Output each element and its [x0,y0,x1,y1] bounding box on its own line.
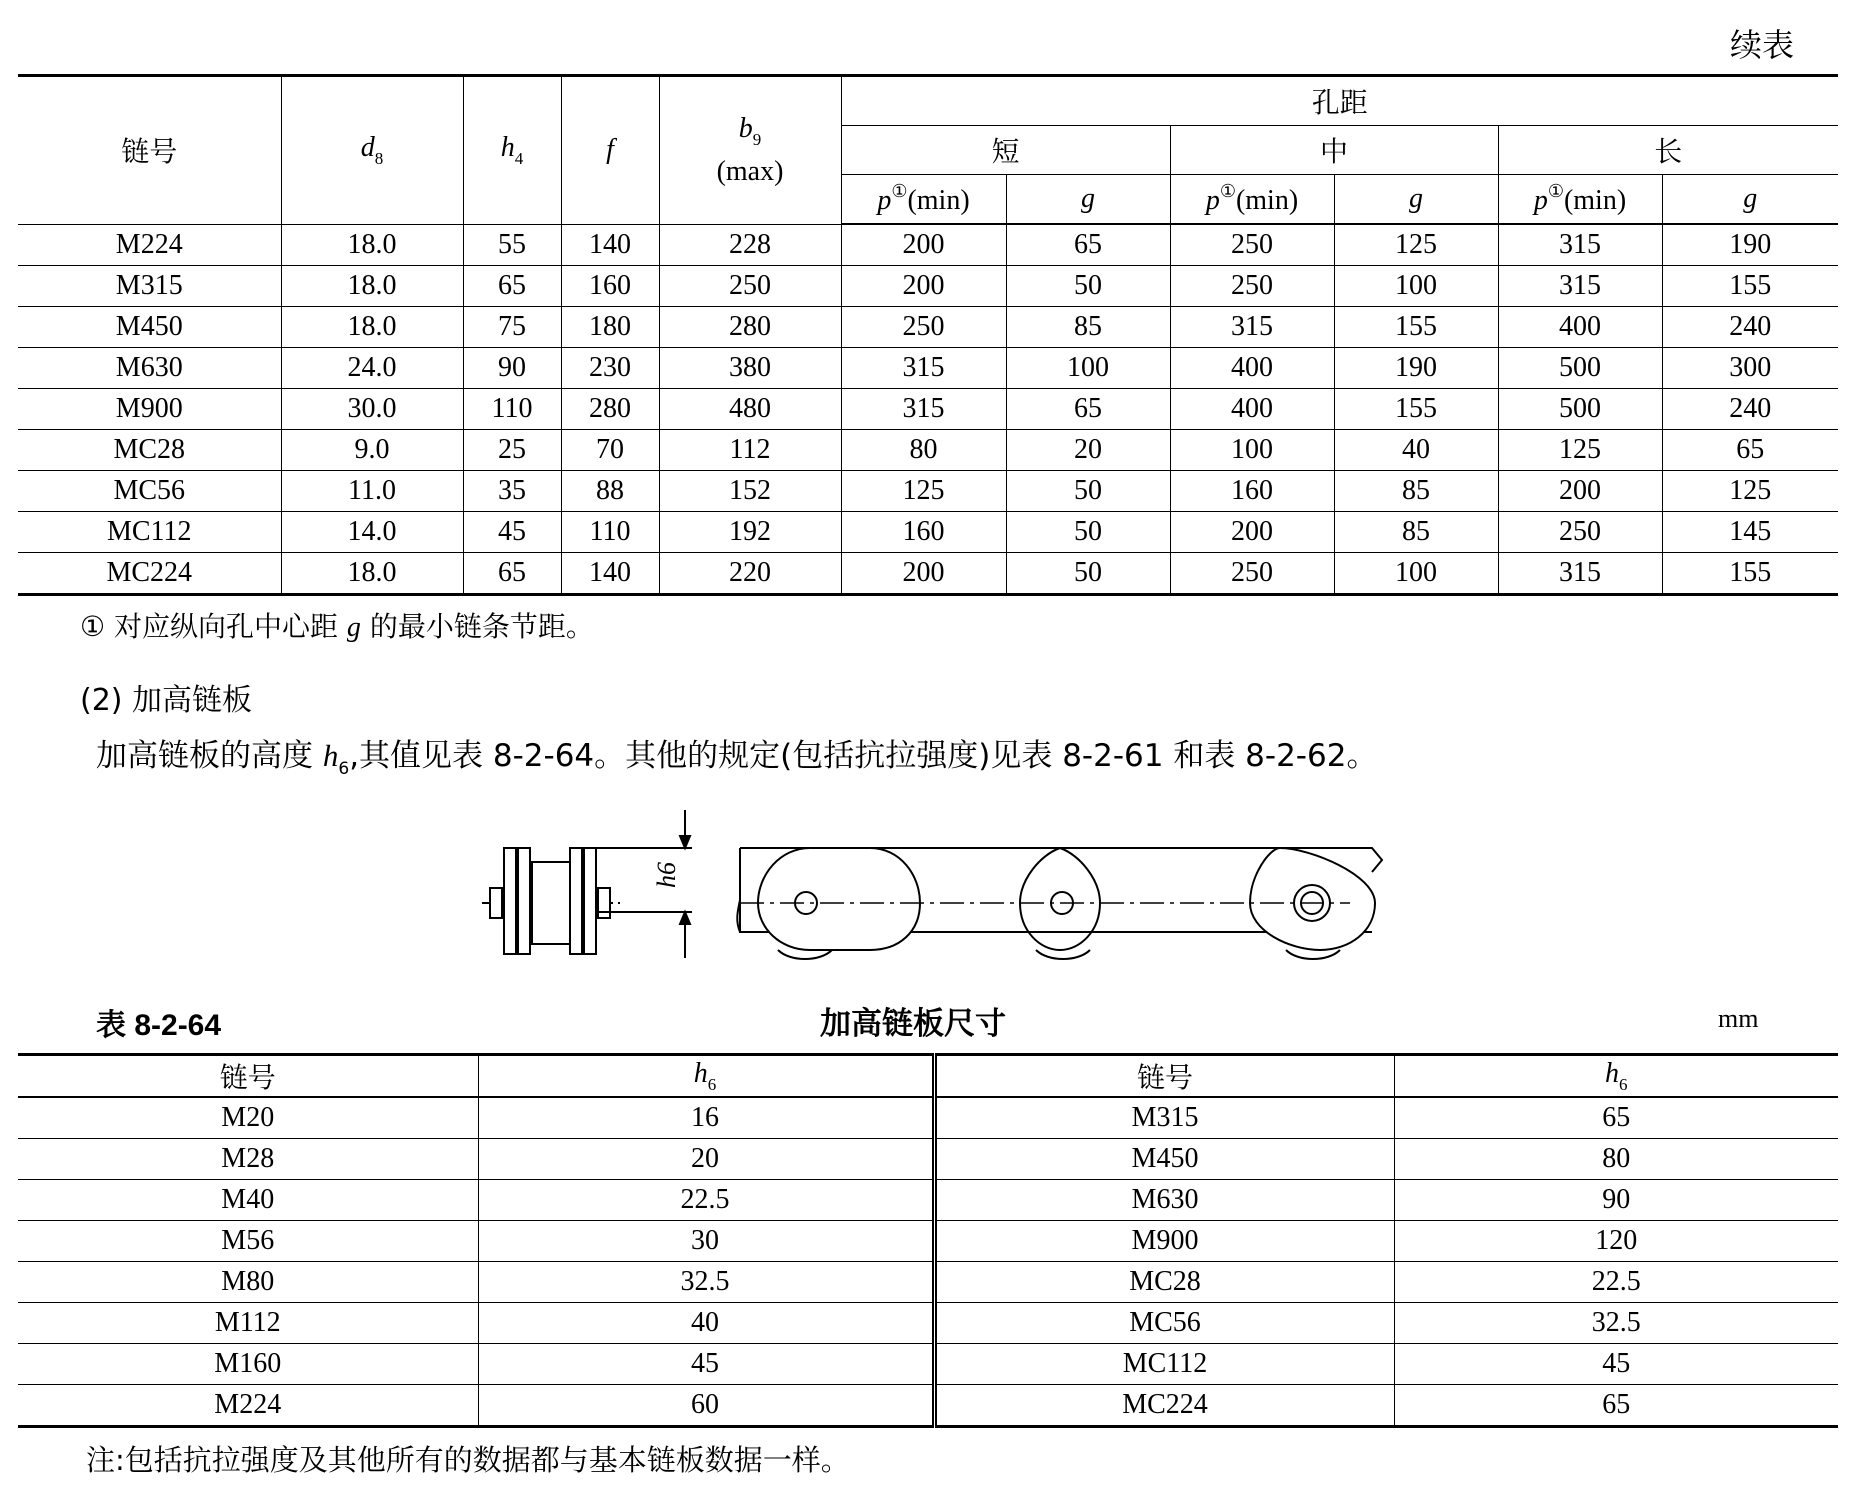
table-cell: 112 [659,430,841,471]
table-cell: 250 [659,266,841,307]
table-cell: 192 [659,512,841,553]
table-cell: M20 [18,1097,478,1139]
table-cell: 250 [1170,553,1334,595]
table-cell: 70 [561,430,659,471]
table-cell: 50 [1006,266,1170,307]
table-cell: 155 [1662,266,1838,307]
table-cell: M56 [18,1221,478,1262]
table-cell: 18.0 [281,224,463,266]
table2-unit: mm [1718,1004,1759,1033]
header-p-min: p①(min) [841,175,1006,225]
table-row [18,266,1838,307]
table-cell: 20 [1006,430,1170,471]
table-cell: 155 [1334,307,1498,348]
table-cell: 65 [463,266,561,307]
table-cell: M315 [18,266,281,307]
table-cell: 120 [1394,1221,1838,1262]
table-cell: 315 [1170,307,1334,348]
table-cell: 240 [1662,307,1838,348]
table-row [18,553,1838,595]
table-cell: 315 [841,348,1006,389]
table-row [18,430,1838,471]
table-cell: 160 [561,266,659,307]
table-cell: 45 [478,1344,934,1385]
table-row [18,348,1838,389]
table-cell: M224 [18,224,281,266]
table-cell: 100 [1334,553,1498,595]
table-cell: 45 [463,512,561,553]
table-cell: MC56 [18,471,281,512]
table-row [18,1221,1838,1262]
table-cell: 30 [478,1221,934,1262]
table-cell: M80 [18,1262,478,1303]
table-cell: M450 [934,1139,1394,1180]
table-cell: MC112 [18,512,281,553]
table-cell: 60 [478,1385,934,1427]
table-cell: 50 [1006,471,1170,512]
table-cell: 125 [1498,430,1662,471]
table-cell: 140 [561,224,659,266]
table-row [18,1303,1838,1344]
table-cell: 200 [841,224,1006,266]
table-row [18,471,1838,512]
table-cell: MC28 [18,430,281,471]
table-cell: 400 [1498,307,1662,348]
table-cell: M630 [18,348,281,389]
table-cell: 16 [478,1097,934,1139]
header-b9: $b_9$ (max) [659,76,841,225]
table-cell: 85 [1334,471,1498,512]
table-cell: 145 [1662,512,1838,553]
header-h4: $h_4$ [463,76,561,225]
table-row [18,1344,1838,1385]
table2-note: 注:包括抗拉强度及其他所有的数据都与基本链板数据一样。 [86,1443,850,1477]
table-cell: 80 [1394,1139,1838,1180]
table-cell: 30.0 [281,389,463,430]
table-cell: 25 [463,430,561,471]
table-cell: M630 [934,1180,1394,1221]
table-cell: 110 [561,512,659,553]
table-cell: 220 [659,553,841,595]
table-cell: 110 [463,389,561,430]
header-chain-no: 链号 [18,76,281,225]
table-cell: 125 [1662,471,1838,512]
table-cell: 50 [1006,512,1170,553]
table-cell: 40 [1334,430,1498,471]
chain-front-view [737,848,1382,959]
header-p-min: p①(min) [1498,175,1662,225]
table-cell: 22.5 [478,1180,934,1221]
header-medium: 中 [1170,126,1498,175]
h6-dimension-label: h6 [652,862,681,888]
table-cell: 280 [561,389,659,430]
table-cell: 250 [1498,512,1662,553]
table-cell: 500 [1498,348,1662,389]
table-row [18,307,1838,348]
header-short: 短 [841,126,1170,175]
header-g: g [1006,175,1170,225]
table-cell: 380 [659,348,841,389]
header-g: g [1334,175,1498,225]
table-cell: 100 [1170,430,1334,471]
table-cell: 90 [1394,1180,1838,1221]
table-row [18,1097,1838,1139]
section-paragraph: 加高链板的高度 $h_6$,其值见表 8-2-64。其他的规定(包括抗拉强度)见表 8-2-61 和表 8-2-62。 [96,738,1378,779]
table-cell: MC56 [934,1303,1394,1344]
table-cell: 140 [561,553,659,595]
header-f: f [561,76,659,225]
table-cell: 90 [463,348,561,389]
header-h6-left: $h_6$ [478,1055,934,1098]
table-cell: 32.5 [478,1262,934,1303]
table-cell: 315 [1498,224,1662,266]
table-cell: MC28 [934,1262,1394,1303]
table-cell: 55 [463,224,561,266]
table-cell: 250 [1170,266,1334,307]
table-cell: 228 [659,224,841,266]
table-cell: 100 [1334,266,1498,307]
table-cell: 22.5 [1394,1262,1838,1303]
header-d8: $d_8$ [281,76,463,225]
table-cell: 65 [1394,1097,1838,1139]
table-row [18,512,1838,553]
raised-chain-plate-figure [480,800,1400,960]
table-cell: 100 [1006,348,1170,389]
table-cell: 400 [1170,389,1334,430]
table-cell: 88 [561,471,659,512]
table-cell: 18.0 [281,266,463,307]
header-chain-no-right: 链号 [934,1055,1394,1098]
table1-footnote: ① 对应纵向孔中心距 g 的最小链条节距。 [80,610,594,643]
header-g: g [1662,175,1838,225]
table-row [18,224,1838,266]
table-cell: 9.0 [281,430,463,471]
continued-label: 续表 [1729,26,1794,64]
table-cell: 125 [1334,224,1498,266]
table-cell: 200 [841,266,1006,307]
header-chain-no-left: 链号 [18,1055,478,1098]
table-cell: 24.0 [281,348,463,389]
table-row [18,1385,1838,1427]
table-cell: 50 [1006,553,1170,595]
header-h6-right: $h_6$ [1394,1055,1838,1098]
table-cell: 315 [1498,266,1662,307]
table-cell: 240 [1662,389,1838,430]
header-hole-distance: 孔距 [841,76,1838,126]
table-cell: M40 [18,1180,478,1221]
table-cell: 280 [659,307,841,348]
table-cell: MC224 [934,1385,1394,1427]
table-cell: 18.0 [281,307,463,348]
table-cell: 300 [1662,348,1838,389]
table-row [18,1262,1838,1303]
table-cell: M224 [18,1385,478,1427]
table-cell: M900 [934,1221,1394,1262]
table-cell: 32.5 [1394,1303,1838,1344]
table2-title: 加高链板尺寸 [820,1006,1006,1042]
table-cell: M315 [934,1097,1394,1139]
table-cell: 160 [1170,471,1334,512]
table-cell: 20 [478,1139,934,1180]
table-cell: 180 [561,307,659,348]
table-cell: 65 [1006,224,1170,266]
table-cell: 85 [1006,307,1170,348]
table-cell: 75 [463,307,561,348]
table-cell: 45 [1394,1344,1838,1385]
table-row [18,1139,1838,1180]
header-p-min: p①(min) [1170,175,1334,225]
table-cell: 18.0 [281,553,463,595]
table-cell: 315 [1498,553,1662,595]
table-cell: 200 [1498,471,1662,512]
table-row [18,389,1838,430]
table-cell: 200 [841,553,1006,595]
table-cell: 250 [1170,224,1334,266]
table-cell: M112 [18,1303,478,1344]
table-cell: MC112 [934,1344,1394,1385]
table-cell: 65 [463,553,561,595]
table-cell: 125 [841,471,1006,512]
header-long: 长 [1498,126,1838,175]
table-cell: 480 [659,389,841,430]
table-cell: 11.0 [281,471,463,512]
table-cell: MC224 [18,553,281,595]
table-cell: 40 [478,1303,934,1344]
table-cell: 155 [1662,553,1838,595]
raised-plate-height-table [18,1053,1838,1428]
table-cell: 190 [1334,348,1498,389]
table-row [18,1180,1838,1221]
table-cell: 85 [1334,512,1498,553]
table-cell: 200 [1170,512,1334,553]
table2-number: 表 8-2-64 [96,1009,222,1042]
table-cell: 65 [1394,1385,1838,1427]
table-cell: M450 [18,307,281,348]
table-cell: M160 [18,1344,478,1385]
table-cell: 14.0 [281,512,463,553]
table-cell: 152 [659,471,841,512]
table-cell: 155 [1334,389,1498,430]
table-cell: 500 [1498,389,1662,430]
table-cell: M28 [18,1139,478,1180]
table-cell: 65 [1006,389,1170,430]
table-cell: 35 [463,471,561,512]
table-cell: 190 [1662,224,1838,266]
table-cell: 400 [1170,348,1334,389]
table-cell: 315 [841,389,1006,430]
table-cell: 230 [561,348,659,389]
section-heading: (2) 加高链板 [80,683,253,718]
chain-dimensions-table [18,74,1838,596]
table-cell: 160 [841,512,1006,553]
table-cell: 65 [1662,430,1838,471]
table-cell: 250 [841,307,1006,348]
table-cell: 80 [841,430,1006,471]
table-cell: M900 [18,389,281,430]
